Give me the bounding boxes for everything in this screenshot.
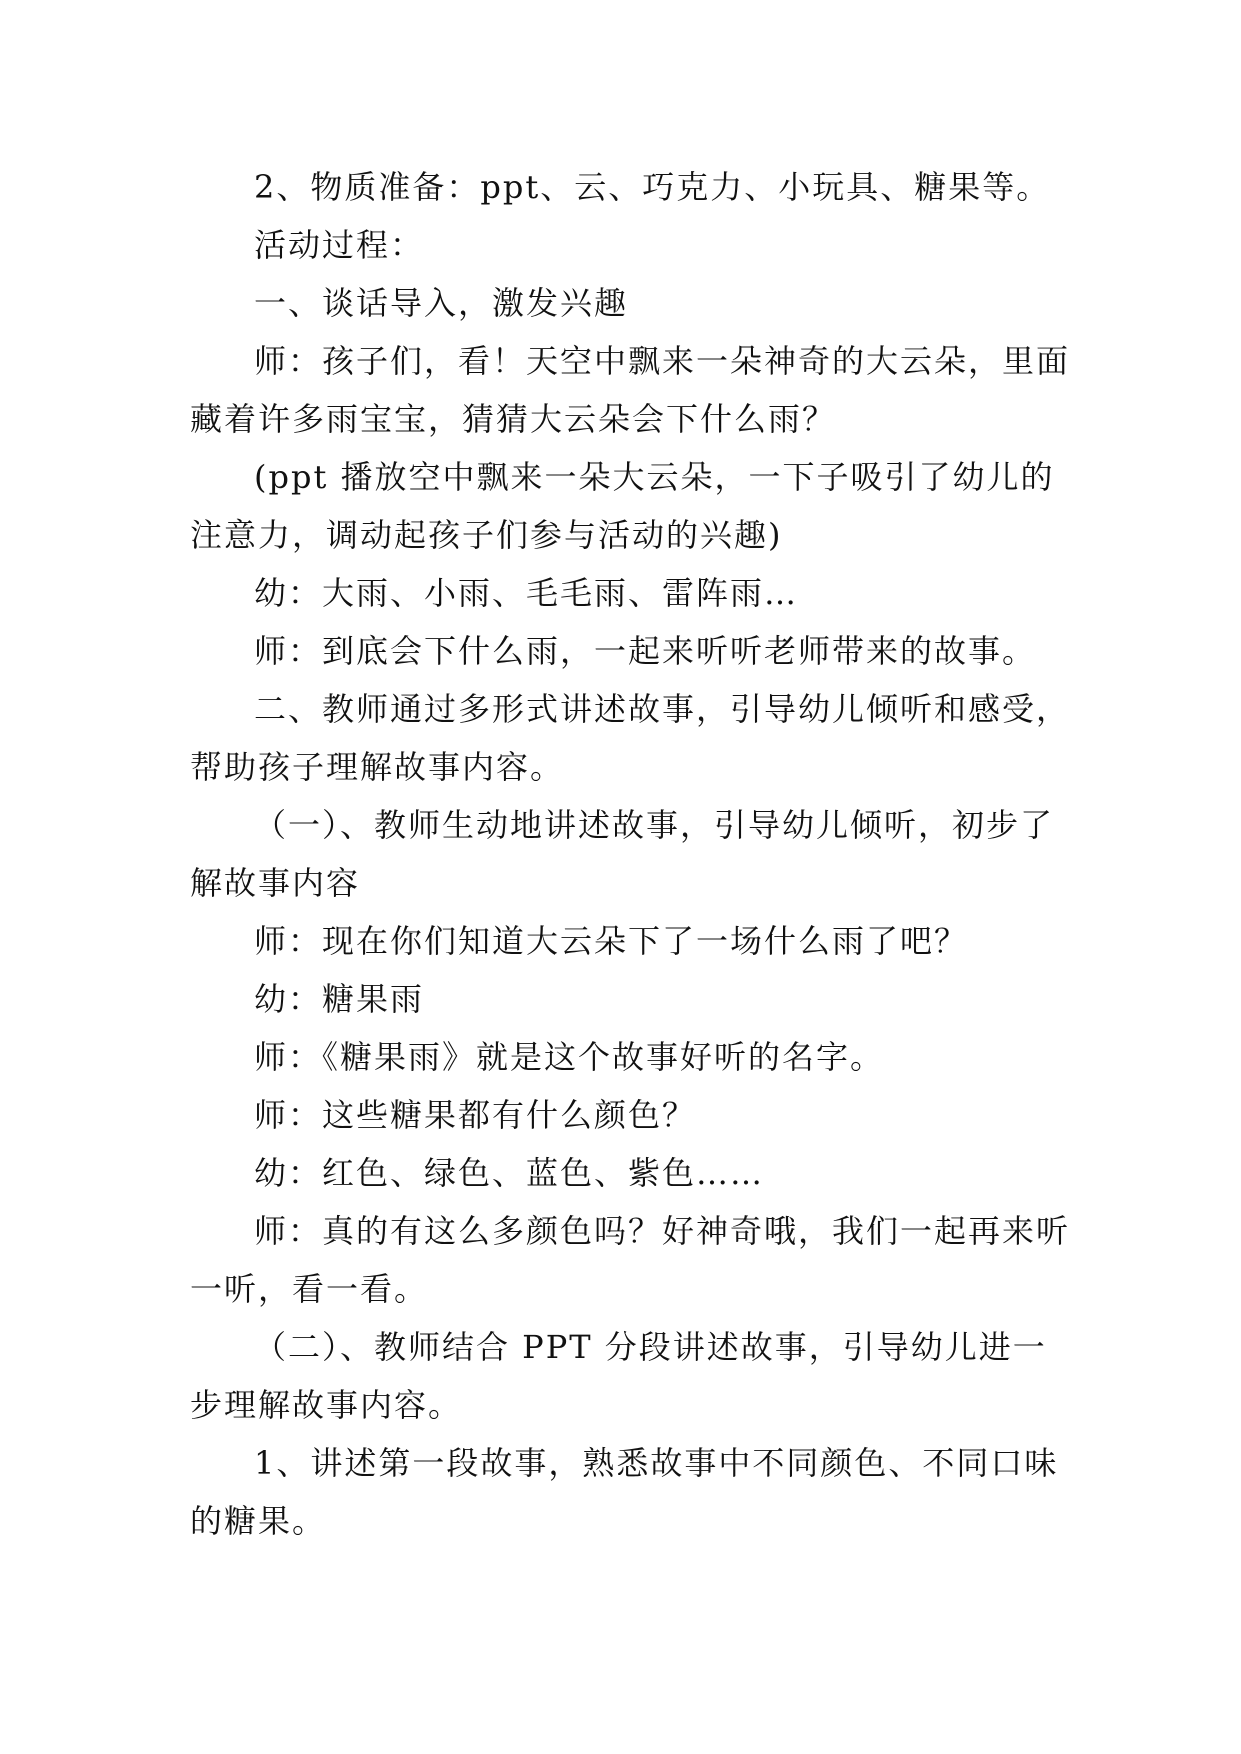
paragraph-activity-process-heading: 活动过程： (254, 226, 425, 264)
paragraph-section-two-heading: 二、教师通过多形式讲述故事，引导幼儿倾听和感受，帮助孩子理解故事内容。 (190, 690, 1071, 786)
paragraph-subsection-two-heading: （二）、教师结合 PPT 分段讲述故事，引导幼儿进一步理解故事内容。 (190, 1328, 1047, 1424)
paragraph-child-line: 幼：红色、绿色、蓝色、紫色…… (254, 1154, 765, 1192)
paragraph-teacher-line: 师：这些糖果都有什么颜色？ (254, 1096, 697, 1134)
document-body (190, 158, 1080, 1550)
paragraph-ppt-note: (ppt 播放空中飘来一朵大云朵，一下子吸引了幼儿的注意力，调动起孩子们参与活动的兴趣) (190, 458, 1055, 554)
paragraph-teacher-line: 师：到底会下什么雨，一起来听听老师带来的故事。 (254, 632, 1037, 670)
paragraph-subsection-one-heading: （一）、教师生动地讲述故事，引导幼儿倾听，初步了解故事内容 (190, 806, 1055, 902)
paragraph-child-line: 幼：大雨、小雨、毛毛雨、雷阵雨… (254, 574, 799, 612)
paragraph-teacher-line: 师：现在你们知道大云朵下了一场什么雨了吧？ (254, 922, 969, 960)
paragraph-teacher-line: 师：《糖果雨》就是这个故事好听的名字。 (254, 1038, 885, 1076)
paragraph-section-one-heading: 一、谈话导入，激发兴趣 (254, 284, 629, 322)
paragraph-teacher-line: 师：真的有这么多颜色吗？好神奇哦，我们一起再来听一听，看一看。 (190, 1212, 1071, 1308)
paragraph-child-line: 幼：糖果雨 (254, 980, 425, 1018)
paragraph-materials: 2、物质准备：ppt、云、巧克力、小玩具、糖果等。 (254, 168, 1051, 206)
paragraph-teacher-line: 师：孩子们，看！天空中飘来一朵神奇的大云朵，里面藏着许多雨宝宝，猜猜大云朵会下什么雨？ (190, 342, 1071, 438)
paragraph-step-one: 1、讲述第一段故事，熟悉故事中不同颜色、不同口味的糖果。 (190, 1444, 1059, 1540)
